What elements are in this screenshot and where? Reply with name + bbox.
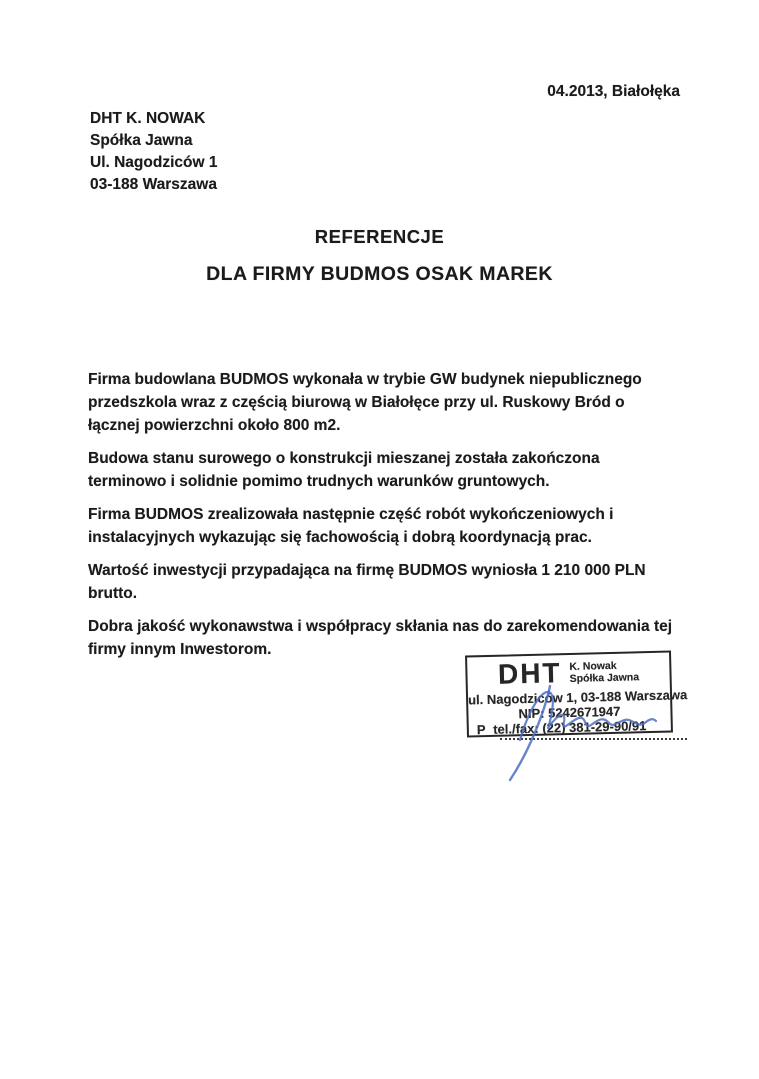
- stamp-left-mark: P: [476, 722, 486, 738]
- letter-body: [88, 368, 678, 671]
- paragraph-4: Wartość inwestycji przypadająca na firmę BUDMOS wyniosła 1 210 000 PLN brutto.: [88, 562, 646, 602]
- stamp-logo-dht: DHT: [497, 657, 562, 690]
- company-stamp: [465, 650, 688, 738]
- stamp-header-row: [467, 656, 670, 691]
- paragraph-1: Firma budowlana BUDMOS wykonała w trybie GW budynek niepublicznego przedszkola wraz z częścią biurową w Białołęce przy ul. Ruskowy Bród o łącznej powierzchni około 800 m2.: [88, 371, 642, 434]
- document-subtitle: DLA FIRMY BUDMOS OSAK MAREK: [206, 263, 553, 285]
- sender-address-block: [90, 108, 217, 196]
- sender-city: 03-188 Warszawa: [90, 176, 217, 193]
- stamp-nip-line: NIP: 5242671947: [518, 703, 621, 722]
- stamp-owner-name: K. Nowak: [569, 659, 617, 673]
- paragraph-5: Dobra jakość wykonawstwa i współpracy skłania nas do zarekomendowania tej firmy innym Inwestorom.: [88, 618, 673, 658]
- stamp-address-line: ul. Nagodziców 1, 03-188 Warszawa: [467, 687, 688, 708]
- paragraph-3: Firma BUDMOS zrealizowała następnie część robót wykończeniowych i instalacyjnych wykazując się fachowością i dobrą koordynacją prac.: [88, 506, 614, 546]
- paragraph-2: Budowa stanu surowego o konstrukcji mieszanej została zakończona terminowo i solidnie pomimo trudnych warunków gruntowych.: [88, 450, 600, 490]
- sender-street: Ul. Nagodziców 1: [90, 154, 218, 171]
- date-place-line: 04.2013, Białołęka: [547, 83, 680, 100]
- sender-company-type: Spółka Jawna: [90, 132, 193, 149]
- signature-dotted-line: [500, 736, 687, 740]
- stamp-owner-block: [569, 659, 639, 685]
- stamp-telfax-line: tel./fax: (22) 381-29-90/91: [493, 718, 647, 737]
- sender-name: DHT K. NOWAK: [90, 110, 206, 127]
- stamp-company-type: Spółka Jawna: [569, 671, 640, 685]
- document-title: REFERENCJE: [314, 226, 445, 247]
